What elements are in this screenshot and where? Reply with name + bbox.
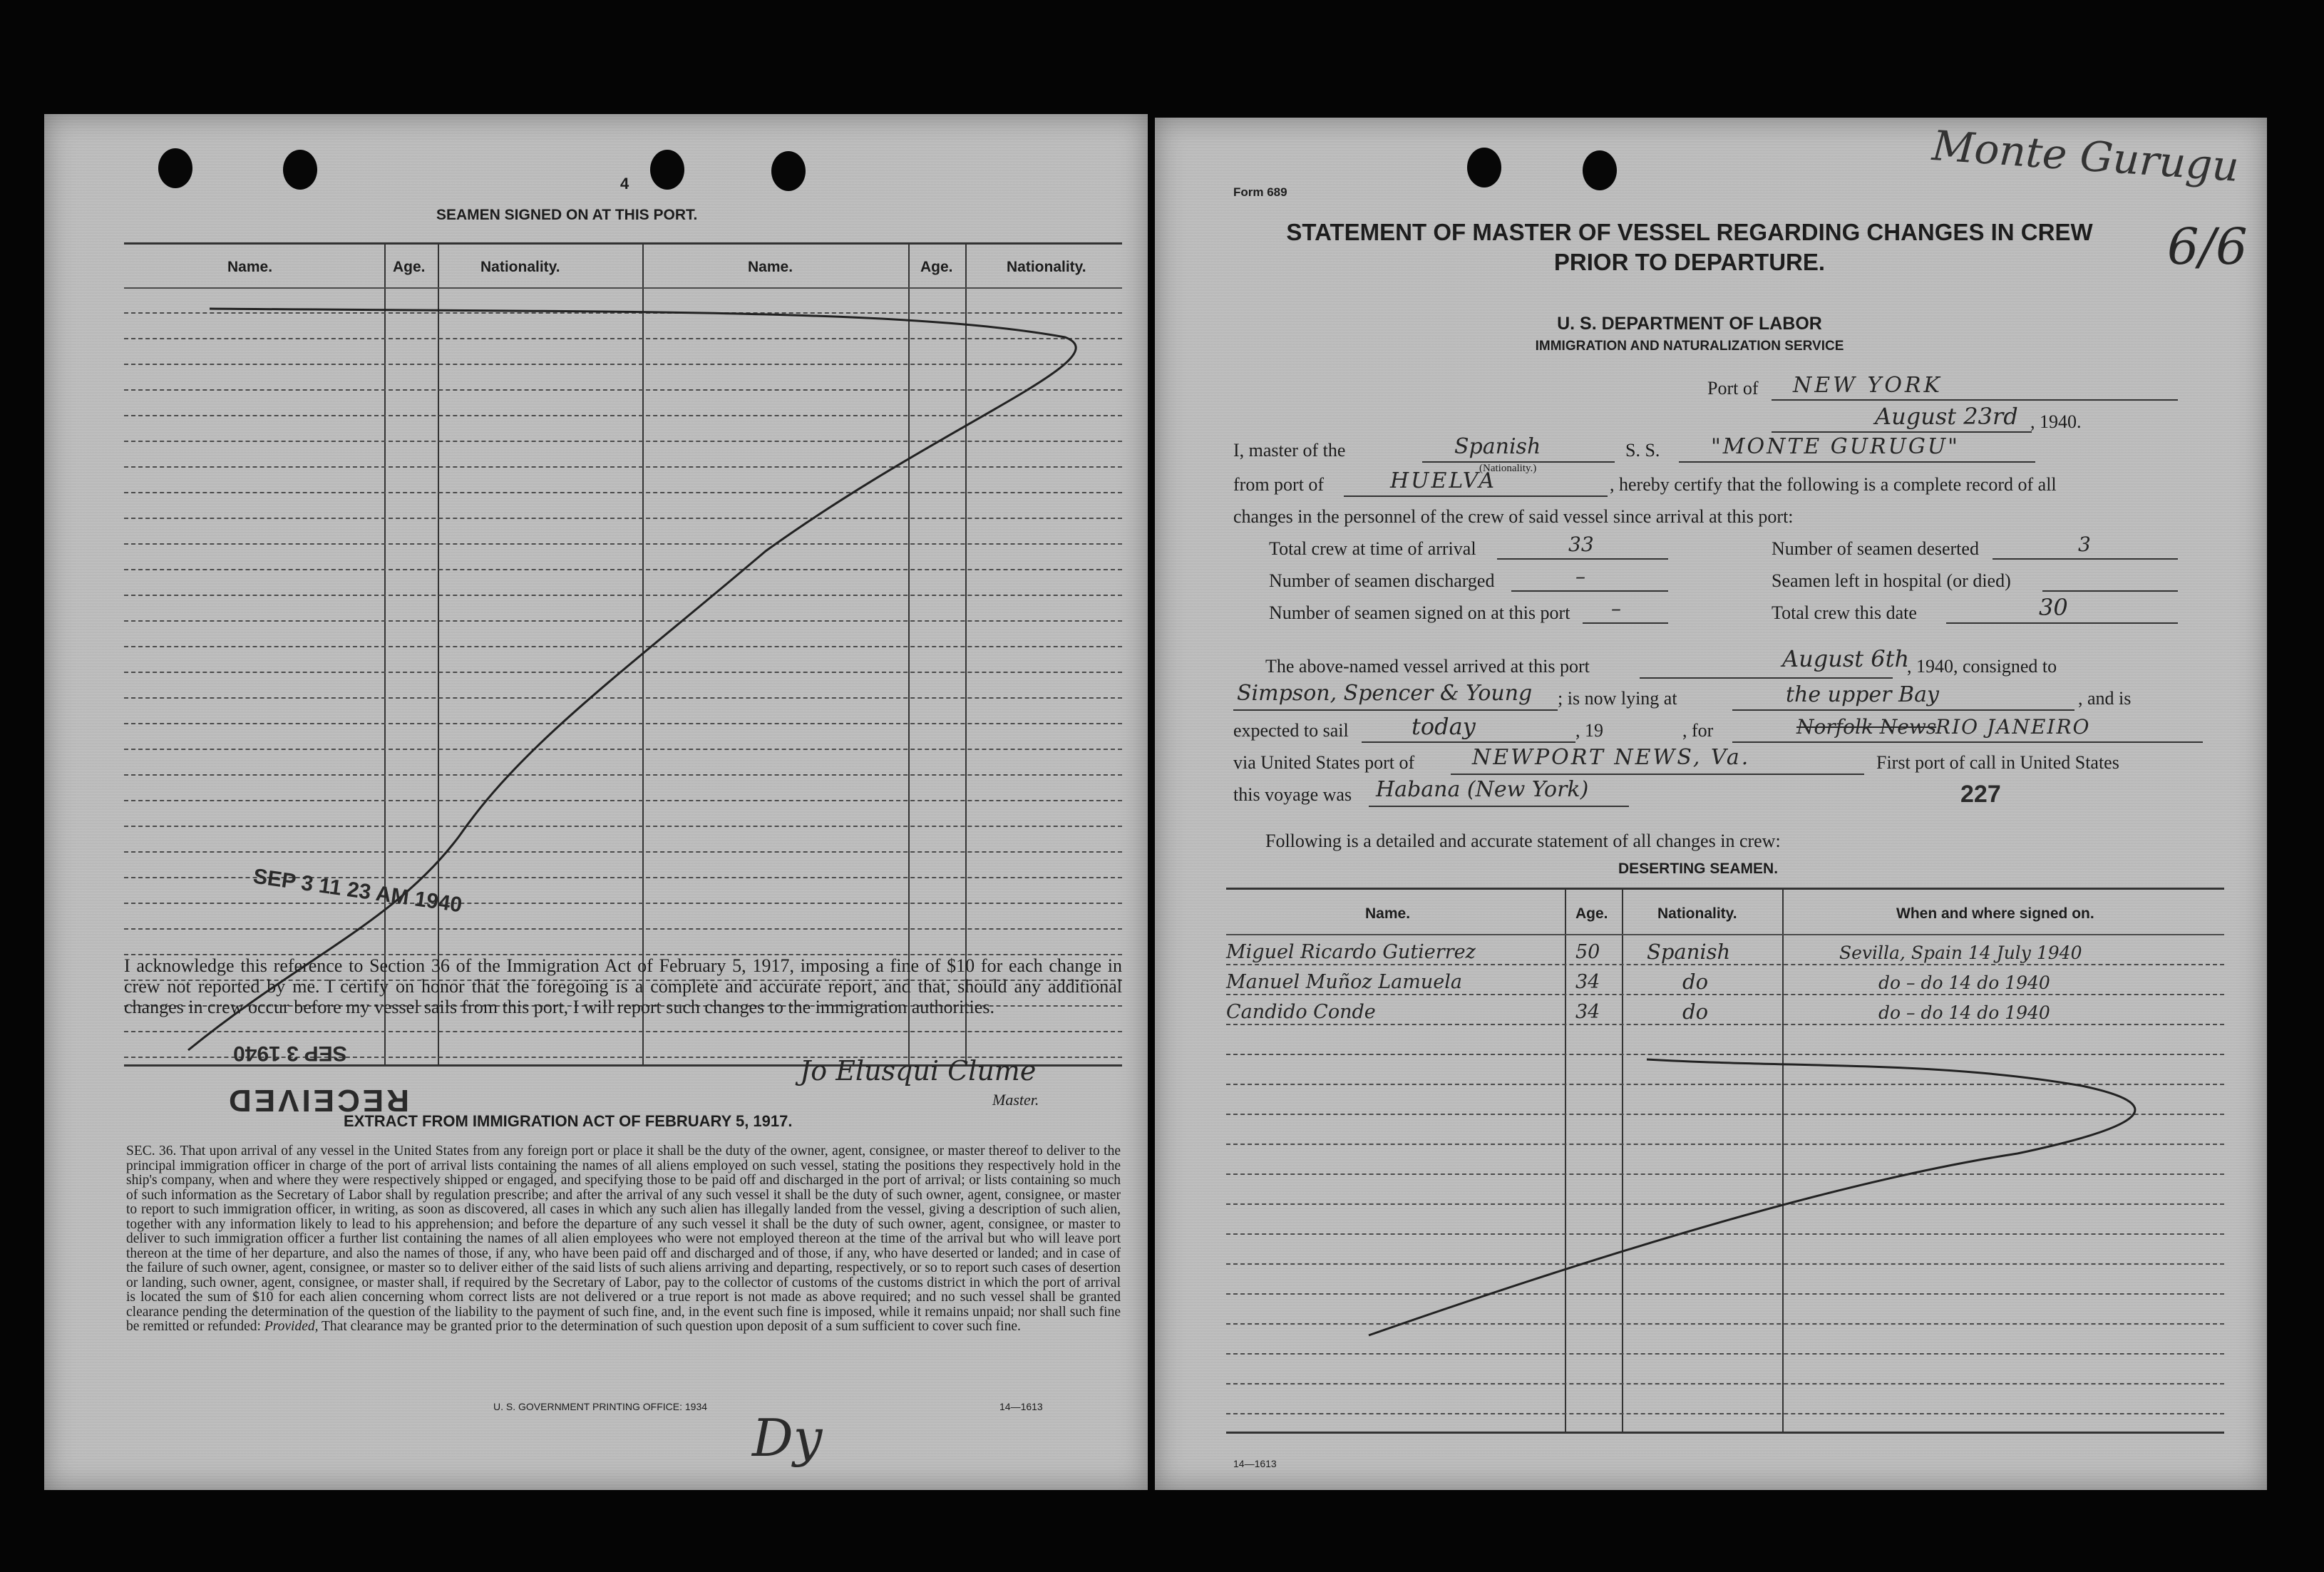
row-name: Manuel Muñoz Lamuela	[1226, 971, 1462, 993]
seamen-signed-on-table	[124, 242, 1122, 1067]
arrived-year: , 1940, consigned to	[1907, 656, 2057, 677]
bottom-handwritten-mark: Dy	[752, 1408, 823, 1468]
arrived-value: August 6th	[1782, 645, 1910, 672]
master-of-label: I, master of the	[1233, 440, 1346, 461]
voyage-label: this voyage was	[1233, 784, 1352, 805]
date-value: August 23rd	[1875, 403, 2018, 430]
punch-hole	[1467, 148, 1501, 187]
left-page	[44, 114, 1148, 1490]
cancel-stroke	[124, 245, 1122, 1064]
column-header: Age.	[920, 259, 953, 275]
for-struck-value: Norfolk News	[1796, 715, 1937, 739]
column-header: Name.	[1365, 905, 1411, 922]
row-signed: Sevilla, Spain 14 July 1940	[1839, 942, 2082, 963]
nationality-value: Spanish	[1454, 434, 1541, 459]
column-header: Name.	[227, 259, 273, 275]
row-signed: do – do 14 do 1940	[1878, 1002, 2050, 1023]
total-crew-label: Total crew at time of arrival	[1269, 538, 1476, 559]
row-nationality: Spanish	[1647, 940, 1731, 964]
discharged-label: Number of seamen discharged	[1269, 570, 1495, 591]
form-number: Form 689	[1233, 185, 1287, 199]
port-label: Port of	[1707, 378, 1759, 399]
punch-hole	[283, 150, 317, 190]
printing-office: U. S. GOVERNMENT PRINTING OFFICE: 1934	[493, 1401, 708, 1412]
punch-hole	[158, 148, 192, 188]
for-label: , for	[1682, 720, 1714, 741]
statute-text: SEC. 36. That upon arrival of any vessel in the United States from any foreign port or place it shall be the duty of the owner, agent, consignee, or master thereof to deliver to the principal immigration officer in charge of the port of arrival lists containing the names of all aliens employed on such vessel, stating the positions they respectively hold in the ship's company, when and where they were respectively shipped or engaged, and specifying those to be paid off and discharged in the port of arrival; or lists containing so much of such information as the Secretary of Labor shall by regulation prescribe; and after the arrival of any such vessel it shall be the duty of such owner, agent, consignee, or master to report to such immigration officer, in writing, as soon as discovered, all cases in which any such alien has illegally landed from the vessel, giving a description of such alien, together with any information likely to lead to his apprehension; and before the departure of any such vessel it shall be the duty of such owner, agent, consignee, or master to deliver to such immigration officer a further list containing the names of all alien employees who were not employed thereon at the time of the arrival but who will leave port thereon at the time of her departure, and also the names of those, if any, who have been paid off and discharged and of those, if any, who have deserted or landed; and in case of the failure of such owner, agent, consignee, or master so to deliver either of the said lists of such aliens arriving and departing, respectively, or so to report such cases of desertion or landing, such owner, agent, consignee, or master shall, if required by the Secretary of Labor, pay to the collector of customs of the customs district in which the port of arrival is located the sum of $10 for each alien concerning whom correct lists are not delivered or a true report is not made as above required; and no such vessel shall be granted clearance pending the determination of the question of the liability to the payment of such fine, and, in the event such fine is imposed, while it remains unpaid; nor shall such fine be remitted or refunded: Provided, That clearance may be granted prior to the determination of such question upon deposit of a sum sufficient to cover such fine.	[126, 1144, 1121, 1334]
form-title: STATEMENT OF MASTER OF VESSEL REGARDING CHANGES IN CREW PRIOR TO DEPARTURE.	[1286, 219, 2093, 275]
form-code: 14—1613	[1233, 1458, 1277, 1469]
column-header: Nationality.	[1657, 905, 1737, 922]
master-signature: Jo Elusqui Clume	[800, 1055, 1037, 1086]
row-name: Candido Conde	[1226, 1001, 1376, 1023]
row-age: 34	[1575, 1001, 1600, 1023]
lying-label: ; is now lying at	[1558, 688, 1677, 709]
row-age: 34	[1575, 971, 1600, 993]
total-date-value: 30	[2039, 594, 2068, 621]
column-header: Nationality.	[1007, 259, 1086, 275]
lying-value: the upper Bay	[1786, 682, 1939, 707]
column-header: When and where signed on.	[1896, 905, 2094, 922]
column-header: Age.	[1575, 905, 1608, 922]
signed-on-label: Number of seamen signed on at this port	[1269, 602, 1570, 623]
from-port-label: from port of	[1233, 474, 1325, 495]
deserted-value: 3	[2078, 533, 2091, 556]
deserting-seamen-table	[1226, 888, 2224, 1434]
port-value: NEW YORK	[1793, 373, 1943, 398]
ss-label: S. S.	[1625, 440, 1660, 461]
row-signed: do – do 14 do 1940	[1878, 972, 2050, 993]
sail-value: today	[1412, 713, 1476, 740]
row-age: 50	[1575, 941, 1600, 963]
received-stamp: RECEIVED	[226, 1083, 409, 1118]
table-title: SEAMEN SIGNED ON AT THIS PORT.	[436, 207, 698, 223]
discharged-value: –	[1575, 565, 1585, 588]
cancel-stroke	[1226, 890, 2224, 1432]
consignee-value: Simpson, Spencer & Young	[1237, 681, 1533, 706]
column-header: Name.	[748, 259, 793, 275]
master-label: Master.	[992, 1091, 1039, 1109]
total-date-label: Total crew this date	[1772, 602, 1917, 623]
row-name: Miguel Ricardo Gutierrez	[1226, 941, 1476, 963]
stamp-number: 227	[1960, 781, 2001, 808]
voyage-value: Habana (New York)	[1376, 777, 1589, 802]
corner-mark: 6/6	[2167, 217, 2248, 276]
and-is: , and is	[2078, 688, 2132, 709]
following-text: Following is a detailed and accurate statement of all changes in crew:	[1265, 831, 1781, 851]
for-value: RIO JANEIRO	[1935, 715, 2091, 739]
from-port-value: HUELVA	[1390, 468, 1497, 493]
via-value: NEWPORT NEWS, Va.	[1472, 745, 1751, 770]
date-stamp: SEP 3 11 23 AM 1940	[252, 864, 464, 918]
right-page	[1155, 118, 2267, 1490]
extract-title: EXTRACT FROM IMMIGRATION ACT OF FEBRUARY 5, 1917.	[344, 1112, 793, 1130]
arrived-label: The above-named vessel arrived at this port	[1265, 656, 1590, 677]
service: IMMIGRATION AND NATURALIZATION SERVICE	[1535, 339, 1844, 354]
hospital-label: Seamen left in hospital (or died)	[1772, 570, 2011, 591]
first-port-label: First port of call in United States	[1876, 752, 2119, 773]
signed-on-value: –	[1611, 597, 1621, 620]
department: U. S. DEPARTMENT OF LABOR	[1557, 314, 1822, 334]
acknowledgment-text: I acknowledge this reference to Section 36 of the Immigration Act of February 5, 1917, imposing a fine of $10 for each change in crew not reported by me. I certify on honor that the foregoing is a complete and accurate report, and that, should any additional changes in crew occur before my vessel sails from this port, I will report such changes to the immigration authorities.	[124, 955, 1122, 1017]
corner-handwriting: Monte Gurugu	[1930, 121, 2241, 191]
deserting-title: DESERTING SEAMEN.	[1618, 861, 1779, 877]
punch-hole	[1583, 150, 1617, 190]
ss-value: "MONTE GURUGU"	[1711, 434, 1960, 459]
changes-text: changes in the personnel of the crew of said vessel since arrival at this port:	[1233, 506, 1794, 527]
deserted-label: Number of seamen deserted	[1772, 538, 1979, 559]
sail-label: expected to sail	[1233, 720, 1349, 741]
form-code: 14—1613	[999, 1401, 1043, 1412]
column-header: Age.	[393, 259, 426, 275]
year-suffix: , 1940.	[2030, 411, 2082, 432]
row-nationality: do	[1682, 970, 1709, 994]
certify-text: , hereby certify that the following is a complete record of all	[1610, 474, 2057, 495]
sail-year: , 19	[1575, 720, 1603, 741]
via-label: via United States port of	[1233, 752, 1415, 773]
row-nationality: do	[1682, 1000, 1709, 1024]
nationality-caption: (Nationality.)	[1479, 463, 1537, 474]
page-number: 4	[620, 175, 629, 192]
total-crew-value: 33	[1568, 533, 1594, 556]
column-header: Nationality.	[480, 259, 560, 275]
punch-hole	[650, 150, 684, 190]
received-date-stamp: SEP 3 1940	[233, 1042, 347, 1065]
punch-hole	[771, 151, 806, 191]
